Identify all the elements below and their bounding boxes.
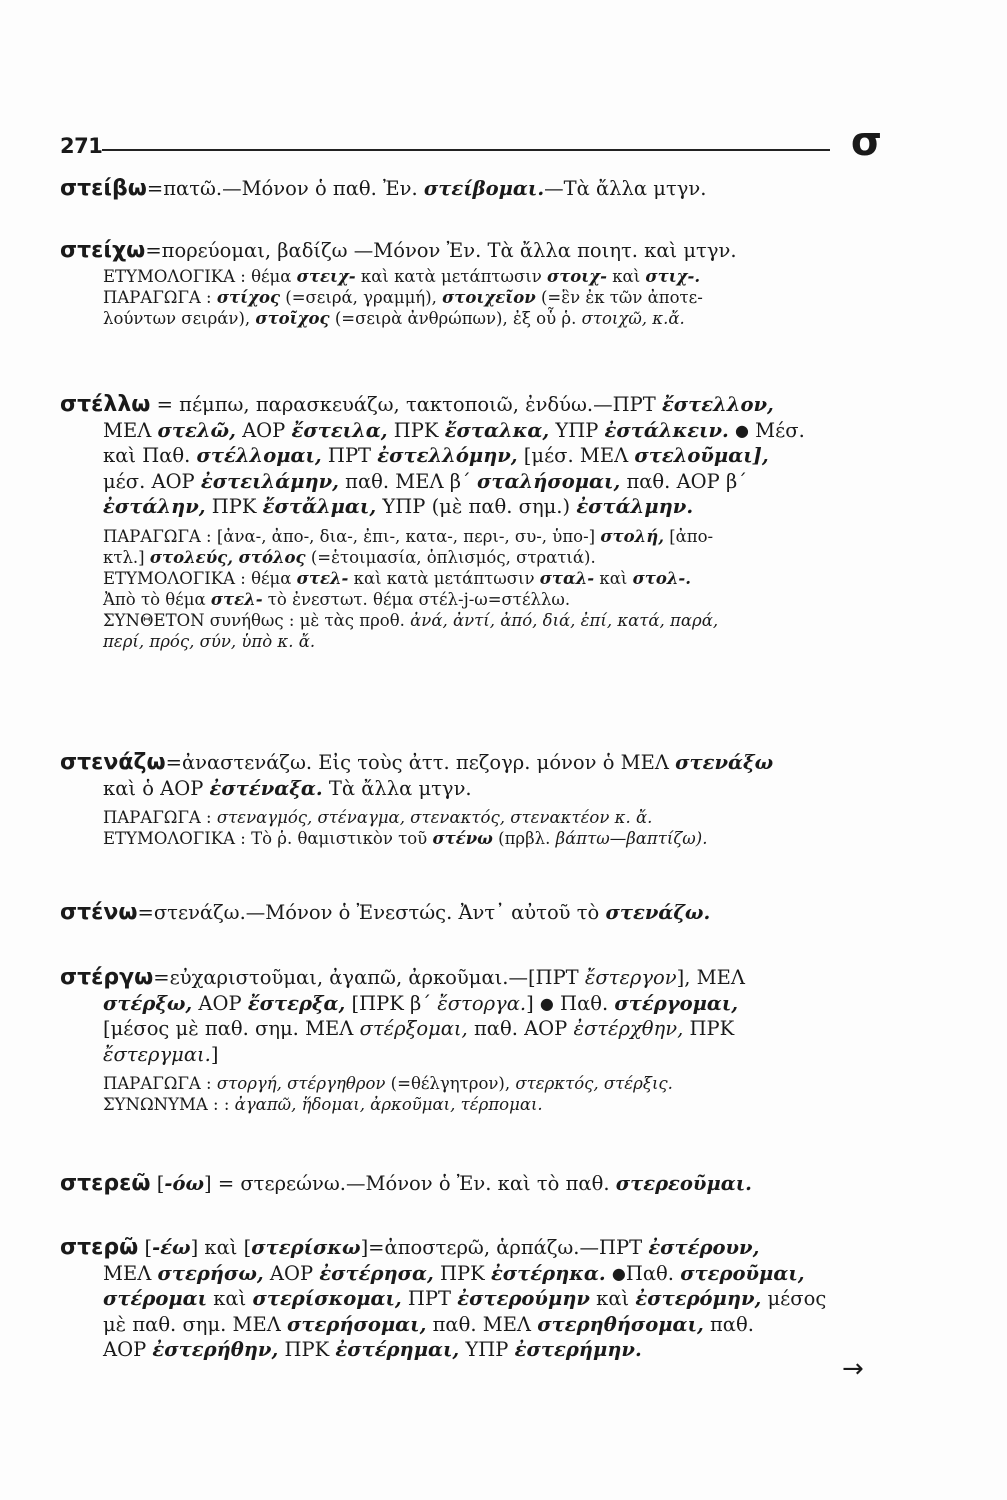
header-rule [102,149,830,151]
text: καὶ [594,568,633,588]
entry-steicho [60,238,887,329]
headword: στείβω [60,176,147,201]
form: στερηθήσομαι, [537,1312,704,1336]
text: ΥΠΡ [459,1338,515,1361]
text: Τὰ ἄλλα μτγν. [322,776,472,800]
form: ἐστερήθην, [152,1338,279,1361]
form: στερίσκομαι, [252,1287,402,1310]
form: στολή, [600,526,664,546]
headword: στέργω [60,965,154,990]
form: στερεοῦμαι. [615,1172,752,1195]
derivatives-line [103,287,887,308]
entry-line [103,1337,887,1363]
compounds-line [103,610,887,631]
stem: στιχ-. [645,266,701,286]
section-letter: σ [850,119,882,165]
text: ΜΕΛ [103,418,158,442]
form: στελοῦμαι], [634,444,769,467]
entry-stereo [60,1171,887,1197]
entry-line [60,238,887,264]
continue-arrow-icon: → [842,1354,864,1384]
entry-line [60,900,887,926]
bullet-icon: ● [611,1263,626,1283]
form: στερίσκω [251,1236,361,1259]
entry-stergo [60,965,887,1115]
compounds-line [103,631,887,652]
entry-line [60,392,887,418]
form: ἐστερήμην. [514,1338,642,1361]
form: -έω [152,1236,191,1259]
text: =στενάζω.—Μόνον ὁ Ἐνεστώς. Ἀντ᾽ αὐτοῦ τὸ [137,901,606,924]
form: ἔσταλκα, [444,418,550,442]
entry-line [60,750,887,776]
text: ] [526,991,540,1015]
text: Παθ. [625,1261,681,1285]
entry-line [103,494,887,520]
derivatives-line [103,547,887,568]
form: ἐστάλην, [103,495,206,518]
form: στοῖχος [255,308,330,328]
form: ἐστέρχθην, [573,1017,684,1040]
form: ἐστέρηκα. [490,1261,606,1285]
text: καὶ Παθ. [103,444,197,467]
entry-stenazo [60,750,887,849]
form: ἔστειλα, [291,418,388,442]
form: σταλήσομαι, [477,469,621,493]
text: ] [210,1042,219,1066]
etymology-line [103,568,887,589]
derivatives-line [103,308,887,329]
form: στέργομαι, [614,991,739,1015]
text: ΑΟΡ [192,991,248,1015]
text: [ἀπο- [663,526,714,546]
form: στερήσω, [157,1261,264,1285]
text: (=ἓν ἐκ τῶν ἀποτε- [535,287,703,307]
synonyms-line [103,1094,887,1115]
stem: στελ- [296,568,349,588]
headword: στερῶ [60,1235,139,1260]
etymology-line [103,589,887,610]
form: ἔστἄλμαι, [262,495,377,518]
headword: στένω [60,900,138,925]
text: [ΠΡΚ β΄ [345,991,438,1015]
text: ΠΡΚ [683,1017,735,1040]
form: ἐστερόμην, [635,1287,762,1310]
text: Ἀπὸ τὸ θέμα [103,589,211,609]
form: στενάξω [675,751,774,774]
text: κτλ.] [103,547,150,567]
form: στερήσομαι, [287,1312,427,1336]
form: στίχος [216,287,281,307]
forms: στοργή, στέργηθρον [216,1074,386,1093]
stem: στειχ- [296,266,356,286]
entry-line [103,418,887,444]
text: παθ. ΑΟΡ [467,1017,574,1040]
text: ΥΠΡ (μὲ παθ. σημ.) [376,495,577,518]
text: ΠΑΡΑΓΩΓΑ : [103,1074,217,1093]
forms: στεναγμός, στέναγμα, στενακτός, στενακτέον κ. ἄ. [216,808,653,827]
derivatives-line [103,526,887,547]
form: στέρομαι [103,1287,208,1310]
synonyms: ἀγαπῶ, ἥδομαι, ἀρκοῦμαι, τέρπομαι. [234,1095,543,1114]
form: -όω [164,1172,205,1195]
form: στέρξομαι, [359,1017,468,1040]
entry-steno [60,900,887,926]
form: ἔστοργα. [437,991,527,1015]
form: ἐστάλκειν. [604,418,729,442]
headword: στέλλω [60,392,151,417]
text: (πρβλ. [492,829,556,848]
entry-line [60,965,887,991]
text: (=σειρά, γραμμή), [280,287,443,307]
text: ΕΤΥΜΟΛΟΓΙΚΑ : Τὸ ῥ. θαμιστικὸν τοῦ [103,829,433,848]
form: στοιχεῖον [442,287,536,307]
entry-line [103,776,887,802]
form: ἔστεργμαι. [103,1042,211,1066]
text: ]=ἀποστερῶ, ἁρπάζω.—ΠΡΤ [360,1236,649,1259]
form: στεροῦμαι, [680,1261,805,1285]
form: ἐστέρησα, [319,1261,434,1285]
form: ἐστερούμην [457,1287,590,1310]
text: Παθ. [553,991,615,1015]
text: = πέμπω, παρασκευάζω, τακτοποιῶ, ἐνδύω.—ΠΡΤ [150,393,662,416]
entry-line [103,1042,887,1068]
prepositions: περί, πρός, σύν, ὑπὸ κ. ἄ. [103,631,316,651]
text: ΑΟΡ [263,1261,320,1285]
entry-line [103,1261,887,1287]
text: ΥΠΡ [549,418,605,442]
entry-line [103,1312,887,1338]
entry-line [103,991,887,1017]
text: καὶ ὁ ΑΟΡ [103,776,210,800]
text: λούντων σειράν), [103,308,256,328]
headword: στενάζω [60,750,166,775]
text: (=ἑτοιμασία, ὁπλισμός, στρατιά). [305,547,596,567]
text: (=σειρὰ ἀνθρώπων), ἐξ οὗ ῥ. [329,308,582,328]
prepositions: ἀνά, ἀντί, ἀπό, διά, ἐπί, κατά, παρά, [410,610,719,630]
text: ], ΜΕΛ [676,966,745,989]
text: =πορεύομαι, βαδίζω —Μόνον Ἐν. Τὰ ἄλλα ποιητ. καὶ μτγν. [145,239,737,262]
form: βάπτω—βαπτίζω). [555,829,708,848]
form: στενάζω. [605,901,711,924]
text: ΑΟΡ [103,1338,153,1361]
form: ἐστάλμην. [576,495,694,518]
text: παθ. ΜΕΛ β΄ [338,469,477,493]
form: ἔστελλον, [661,393,774,416]
text: ΠΑΡΑΓΩΓΑ : [103,808,217,827]
entry-line [103,443,887,469]
derivatives-line [103,1073,887,1094]
etymology-line [103,828,887,849]
page-header [60,119,882,165]
text: [μέσος μὲ παθ. σημ. ΜΕΛ [103,1017,360,1040]
text: ] = στερεώνω.—Μόνον ὁ Ἐν. καὶ τὸ παθ. [204,1172,616,1195]
text: ΜΕΛ [103,1261,158,1285]
stem: στολ-. [632,568,692,588]
text: [ [150,1172,165,1195]
text: ΕΤΥΜΟΛΟΓΙΚΑ : θέμα [103,266,297,286]
text: μὲ παθ. σημ. ΜΕΛ [103,1312,288,1336]
text: ΕΤΥΜΟΛΟΓΙΚΑ : θέμα [103,568,297,588]
text: παθ. ΜΕΛ [426,1312,538,1336]
text: ΑΟΡ [235,418,292,442]
text: ΠΡΚ [433,1261,491,1285]
derivatives-line [103,807,887,828]
form: στέλλομαι, [196,444,322,467]
text: ΣΥΝΩΝΥΜΑ : : [103,1095,235,1114]
text: ] καὶ [ [190,1236,252,1259]
text: παθ. [703,1312,754,1336]
form: στένω [432,829,493,848]
stem: σταλ- [539,568,595,588]
stem: στελ- [210,589,263,609]
stem: στοιχ- [547,266,607,286]
text: ΠΡΚ [387,418,445,442]
form: στοιχῶ, κ.ἄ. [581,308,685,328]
entry-stello [60,392,887,652]
text: καὶ [607,266,646,286]
form: ἐστέρημαι, [335,1338,460,1361]
text: ΠΑΡΑΓΩΓΑ : [103,287,217,307]
forms: στερκτός, στέρξις. [515,1074,673,1093]
text: τὸ ἐνεστωτ. θέμα στέλ-j-ω=στέλλω. [262,589,571,609]
form: στείβομαι. [423,177,545,200]
entry-line [60,176,887,202]
form: ἔστερξα, [247,991,346,1015]
form: ἐστειλάμην, [200,469,339,493]
form: στολεύς, στόλος [149,547,306,567]
text: —Τὰ ἄλλα μτγν. [544,177,707,200]
text: =εὐχαριστοῦμαι, ἀγαπῶ, ἀρκοῦμαι.—[ΠΡΤ [153,966,585,989]
etymology-line [103,266,887,287]
form: στελῶ, [157,418,236,442]
text: καὶ κατὰ μετάπτωσιν [348,568,540,588]
text: ΠΡΚ [278,1338,336,1361]
form: ἔστεργον [584,966,677,989]
form: ἐστελλόμην, [377,444,518,467]
text: μέσ. ΑΟΡ [103,469,201,493]
entry-line [60,1171,887,1197]
page-number: 271 [60,134,103,158]
entry-steibo [60,176,887,202]
text: ΣΥΝΘΕΤΟΝ συνήθως : μὲ τὰς προθ. [103,610,411,630]
text: ΠΡΤ [321,444,378,467]
entry-line [60,1235,887,1261]
text: ΠΑΡΑΓΩΓΑ : [ἀνα-, ἀπο-, δια-, ἐπι-, κατα-, περι-, συ-, ὑπο-] [103,526,601,546]
text: μέσος [761,1287,827,1310]
text: καὶ [589,1287,636,1310]
text: καὶ κατὰ μετάπτωσιν [355,266,548,286]
text: Μέσ. [748,418,805,442]
entry-line [103,469,887,495]
entry-line [103,1286,887,1312]
text: [μέσ. ΜΕΛ [517,444,635,467]
bullet-icon: ● [539,993,554,1013]
text: καὶ [207,1287,253,1310]
headword: στερεῶ [60,1171,151,1196]
text: =ἀναστενάζω. Εἰς τοὺς ἀττ. πεζογρ. μόνον ὁ ΜΕΛ [165,751,676,774]
bullet-icon: ● [735,420,749,440]
text: [ [138,1236,153,1259]
entry-stero [60,1235,887,1363]
headword: στείχω [60,238,146,263]
text: =πατῶ.—Μόνον ὁ παθ. Ἐν. [146,177,424,200]
form: στέρξω, [103,991,193,1015]
text: (=θέλγητρον), [385,1074,516,1093]
text: ΠΡΚ [205,495,263,518]
text: παθ. ΑΟΡ β΄ [620,469,747,493]
entry-line [103,1016,887,1042]
form: ἐστέρουν, [648,1236,760,1259]
form: ἐστέναξα. [209,776,323,800]
text: ΠΡΤ [401,1287,458,1310]
